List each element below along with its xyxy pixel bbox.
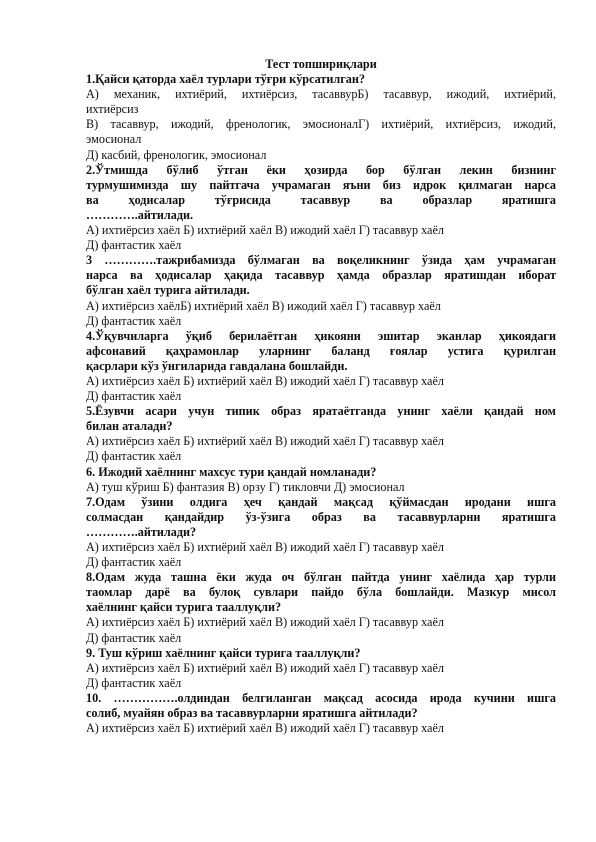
question-text: 10. …………….олдиндан белгиланган мақсад асосида ирода кучини ишга	[86, 690, 556, 705]
question-3	[86, 253, 556, 328]
question-text: таомлар дарё ва булоқ сувлари пайдо бўла бошлайди. Мазкур мисол	[86, 585, 556, 600]
answer-options: А) ихтиёрсиз хаёл Б) ихтиёрий хаёл В) ижодий хаёл Г) тасаввур хаёл	[86, 223, 444, 238]
answer-option-d: Д) фантастик хаёл	[86, 555, 182, 570]
answer-option-d: Д) фантастик хаёл	[86, 630, 182, 645]
question-4	[86, 329, 556, 404]
answer-options: ихтиёрсиз	[86, 102, 139, 117]
answer-option-d: Д) касбий, френологик, эмосионал	[86, 147, 267, 162]
question-1	[86, 72, 556, 163]
question-text: солмасдан қандайдир ўз-ўзига образ ва тасаввурларни яратишга	[86, 509, 556, 524]
answer-option-d: Д) фантастик хаёл	[86, 313, 182, 328]
question-5	[86, 404, 556, 464]
answer-options: А) ихтиёрсиз хаёл Б) ихтиёрий хаёл В) ижодий хаёл Г) тасаввур хаёл	[86, 721, 444, 736]
question-text: хаёлнинг қайси турига тааллуқли?	[86, 600, 282, 615]
question-text: 3 ………….тажрибамизда бўлмаган ва воқеликнинг ўзида ҳам учрамаган	[86, 253, 556, 268]
answer-option-d: Д) фантастик хаёл	[86, 389, 182, 404]
answer-options: А) механик, ихтиёрий, ихтиёрсиз, тасаввурБ) тасаввур, ижодий, ихтиёрий,	[86, 87, 556, 102]
answer-options: А) ихтиёрсиз хаёл Б) ихтиёрий хаёл В) ижодий хаёл Г) тасаввур хаёл	[86, 373, 444, 388]
answer-option-d: Д) фантастик хаёл	[86, 449, 182, 464]
answer-options: А) ихтиёрсиз хаёл Б) ихтиёрий хаёл В) ижодий хаёл Г) тасаввур хаёл	[86, 540, 444, 554]
question-2	[86, 163, 556, 254]
question-text: билан аталади?	[86, 419, 173, 434]
question-9	[86, 646, 556, 691]
question-8	[86, 570, 556, 645]
question-text: 5.Ёзувчи асари учун типик образ яратаётганда унинг хаёли қандай ном	[86, 404, 556, 419]
answer-option-d: Д) фантастик хаёл	[86, 238, 182, 253]
answer-options: А) ихтиёрсиз хаёл Б) ихтиёрий хаёл В) ижодий хаёл Г) тасаввур хаёл	[86, 615, 444, 630]
question-text: ………….айтилади?	[86, 524, 197, 539]
question-text: 1.Қайси қаторда хаёл турлари тўғри кўрсатилган?	[86, 72, 365, 87]
document-title: Тест топшириқлари	[265, 57, 377, 71]
question-text: 4.Ўқувчиларга ўқиб берилаётган ҳикояни эшитар эканлар ҳикоядаги	[86, 328, 556, 343]
answer-options: А) ихтиёрсиз хаёл Б) ихтиёрий хаёл В) ижодий хаёл Г) тасаввур хаёл	[86, 660, 444, 675]
answer-options: эмосионал	[86, 132, 142, 147]
test-document	[86, 57, 556, 736]
question-text: афсонавий қаҳрамонлар уларнинг баланд ғоялар устига қурилган	[86, 343, 556, 358]
answer-options: В) тасаввур, ижодий, френологик, эмосионалГ) ихтиёрий, ихтиёрсиз, ижодий,	[86, 117, 556, 132]
question-text: 6. Ижодий хаёлнинг махсус тури қандай номланади?	[86, 464, 377, 479]
question-text: ………….айтилади.	[86, 207, 194, 222]
question-text: 7.Одам ўзини олдига ҳеч қандай мақсад қўймасдан иродани ишга	[86, 494, 556, 509]
question-6	[86, 465, 556, 495]
question-10	[86, 691, 556, 736]
answer-option-d: Д) фантастик хаёл	[86, 675, 182, 690]
answer-options: А) ихтиёрсиз хаёл Б) ихтиёрий хаёл В) ижодий хаёл Г) тасаввур хаёл	[86, 434, 444, 449]
question-7	[86, 495, 556, 570]
question-text: ва ҳодисалар тўғрисида тасаввур ва образлар яратишга	[86, 192, 556, 207]
question-text: бўлган хаёл турига айтилади.	[86, 283, 250, 298]
question-text: турмушимизда шу пайтгача учрамаган яъни биз идрок қилмаган нарса	[86, 177, 556, 192]
question-text: нарса ва ҳодисалар ҳақида тасаввур ҳамда образлар яратишдан иборат	[86, 268, 556, 283]
question-text: 8.Одам жуда ташна ёки жуда оч бўлган пайтда унинг хаёлида ҳар турли	[86, 570, 556, 585]
question-text: солиб, муайян образ ва тасаввурларни яратишга айтилади?	[86, 706, 418, 721]
question-text: 2.Ўтмишда бўлиб ўтган ёки ҳозирда бор бўлган лекин бизнинг	[86, 162, 556, 177]
answer-options: А) ихтиёрсиз хаёлБ) ихтиёрий хаёл В) ижодий хаёл Г) тасаввур хаёл	[86, 298, 441, 313]
question-text: 9. Туш кўриш хаёлнинг қайси турига тааллуқли?	[86, 645, 361, 660]
answer-options: А) туш кўриш Б) фантазия В) орзу Г) тикловчи Д) эмосионал	[86, 479, 405, 494]
question-text: қасрлари кўз ўнгиларида гавдалана бошлайди.	[86, 358, 348, 373]
